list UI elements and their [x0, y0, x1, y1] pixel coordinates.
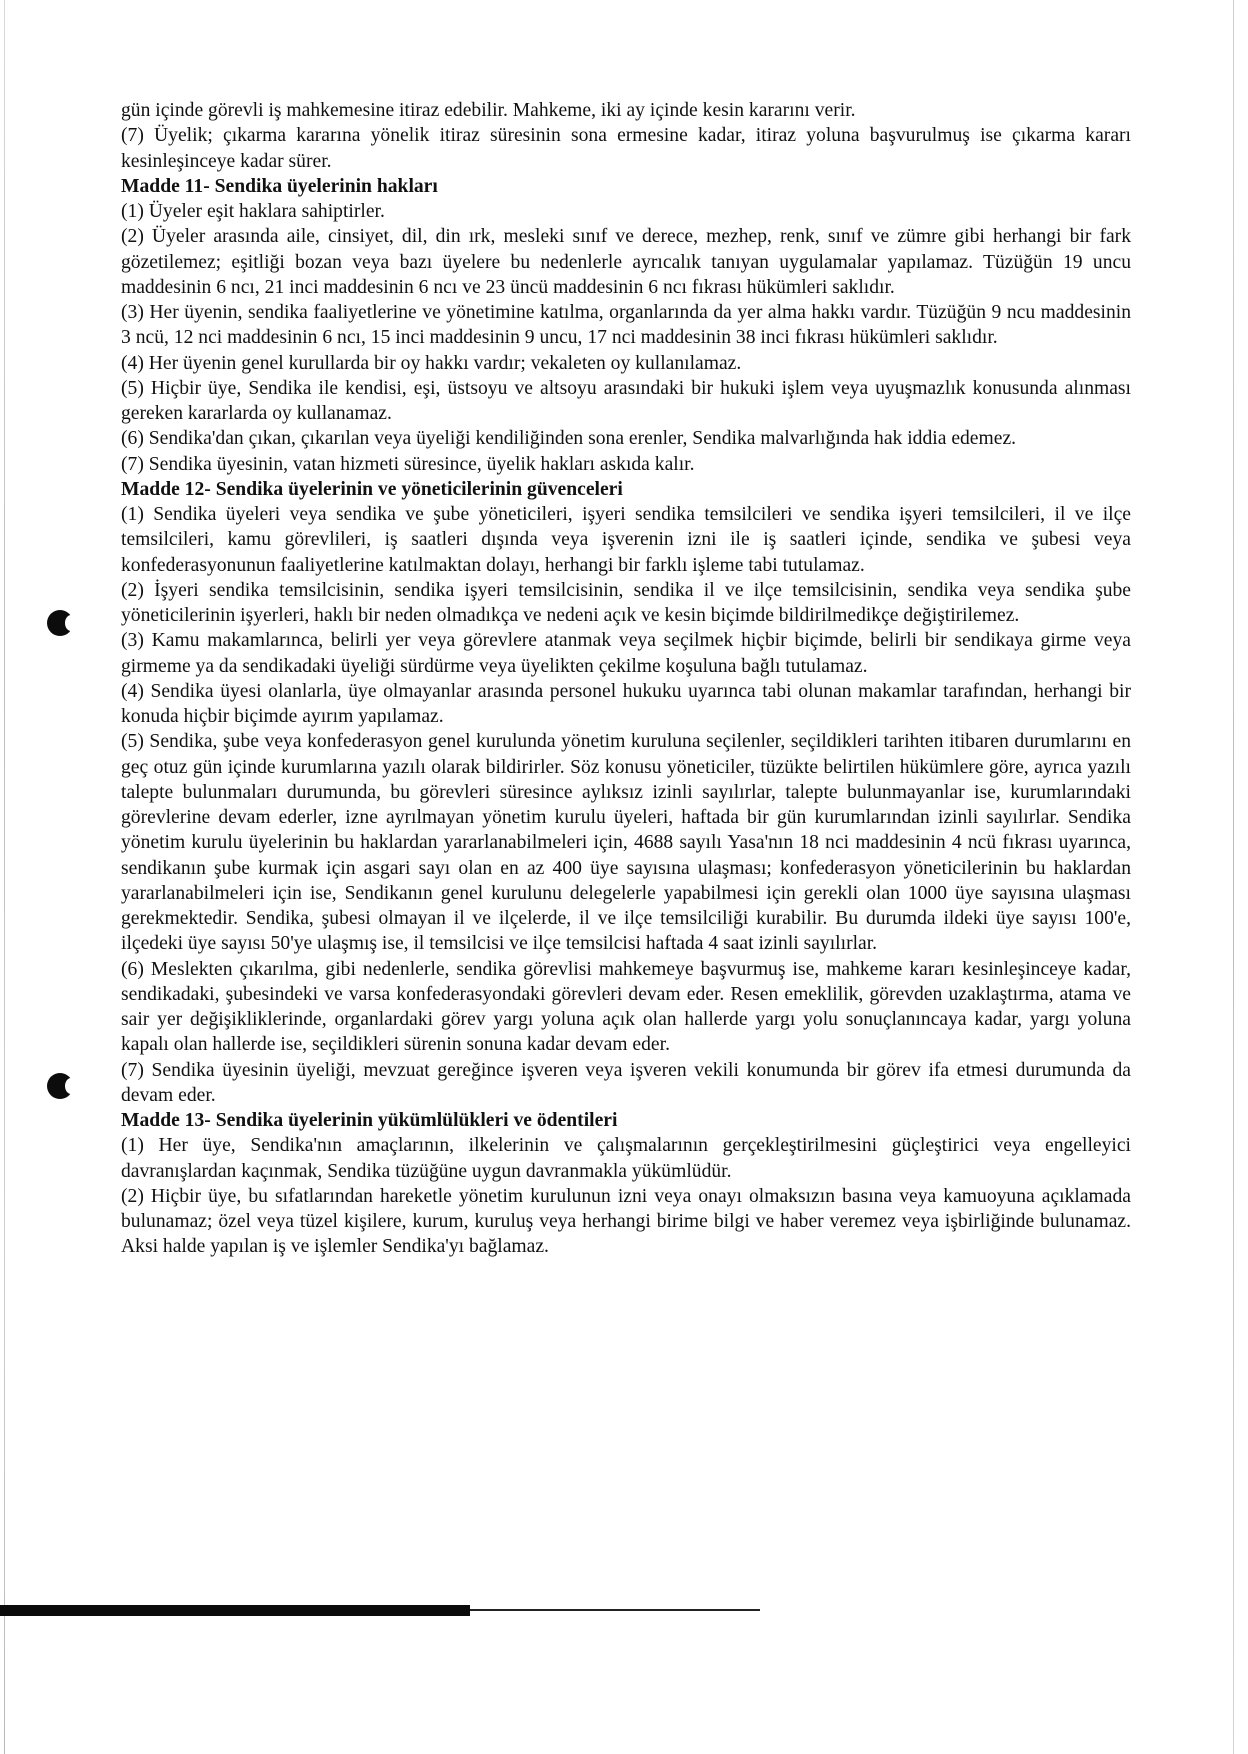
- article-heading: Madde 12- Sendika üyelerinin ve yöneticilerinin güvenceleri: [121, 478, 623, 500]
- paragraph: gün içinde görevli iş mahkemesine itiraz edebilir. Mahkeme, iki ay içinde kesin kararını verir.: [121, 100, 856, 121]
- document-body: [121, 98, 1131, 1260]
- paragraph: (7) Üyelik; çıkarma kararına yönelik itiraz süresinin sona ermesine kadar, itiraz yoluna başvurulmuş ise çıkarma kararı kesinleşinceye kadar sürer.: [121, 125, 1131, 172]
- paragraph: (1) Sendika üyeleri veya sendika ve şube yöneticileri, işyeri sendika temsilcileri ve sendika işyeri temsilcileri, il ve ilçe temsilcileri, kamu görevlileri, iş saatleri dışında veya işverenin izni ile iş saatleri içinde, sendika ve şubesi veya konfederasyonunun faaliyetlerine katılmaktan dolayı, herhangi bir farklı işleme tabi tutulamaz.: [121, 504, 1131, 576]
- punch-hole-mark: [47, 1073, 73, 1099]
- article-heading: Madde 11- Sendika üyelerinin hakları: [121, 175, 438, 197]
- scan-rule-line: [470, 1609, 760, 1611]
- scan-edge-right: [1233, 0, 1234, 1754]
- paragraph: (3) Kamu makamlarınca, belirli yer veya görevlere atanmak veya seçilmek hiçbir biçimde, belirli bir sendikaya girme veya girmeme ya da sendikadaki üyeliği sürdürme veya üyelikten çekilme koşuluna bağlı tutulamaz.: [121, 630, 1131, 677]
- punch-hole-mark: [47, 610, 73, 636]
- paragraph: (7) Sendika üyesinin, vatan hizmeti süresince, üyelik hakları askıda kalır.: [121, 453, 695, 475]
- paragraph: (1) Her üye, Sendika'nın amaçlarının, ilkelerinin ve çalışmalarının gerçekleştirilmesini güçleştirici veya engelleyici davranışlardan kaçınmak, Sendika tüzüğüne uygun davranmakla yükümlüdür.: [121, 1135, 1131, 1182]
- scan-edge-left: [4, 0, 5, 1754]
- article-heading: Madde 13- Sendika üyelerinin yükümlülükleri ve ödentileri: [121, 1110, 618, 1131]
- scan-black-bar: [0, 1605, 470, 1616]
- paragraph: (1) Üyeler eşit haklara sahiptirler.: [121, 201, 385, 222]
- paragraph: (3) Her üyenin, sendika faaliyetlerine ve yönetimine katılma, organlarında da yer alma hakkı vardır. Tüzüğün 9 ncu maddesinin 3 ncü, 12 nci maddesinin 6 ncı, 15 inci maddesinin 9 uncu, 17 nci maddesinin 38 inci fıkrası hükümleri saklıdır.: [121, 302, 1131, 349]
- paragraph: (7) Sendika üyesinin üyeliği, mevzuat gereğince işveren veya işveren vekili konumunda bir görev ifa etmesi durumunda da devam eder.: [121, 1059, 1131, 1106]
- paragraph: (6) Sendika'dan çıkan, çıkarılan veya üyeliği kendiliğinden sona erenler, Sendika malvarlığında hak iddia edemez.: [121, 428, 1017, 450]
- paragraph: (2) Hiçbir üye, bu sıfatlarından hareketle yönetim kurulunun izni veya onayı olmaksızın basına veya kamuoyuna açıklamada bulunamaz; özel veya tüzel kişilere, kurum, kuruluş veya herhangi birime bilgi ve haber veremez veya işbirliğinde bulunamaz. Aksi halde yapılan iş ve işlemler Sendika'yı bağlamaz.: [121, 1185, 1131, 1258]
- paragraph: (4) Sendika üyesi olanlarla, üye olmayanlar arasında personel hukuku uyarınca tabi olunan makamlar tarafından, herhangi bir konuda hiçbir biçimde ayırım yapılamaz.: [121, 680, 1131, 727]
- paragraph: (6) Meslekten çıkarılma, gibi nedenlerle, sendika görevlisi mahkemeye başvurmuş ise, mahkeme kararı kesinleşinceye kadar, sendikadaki, şubesindeki ve varsa konfederasyondaki görevleri devam eder. Resen emeklilik, görevden uzaklaştırma, atama ve sair yer değişikliklerinde, organlardaki görev yargı yoluna açık olan hallerde yargı yolu sonuçlanıncaya kadar, yargı yoluna kapalı olan hallerde ise, seçildikleri sürenin sonuna kadar devam eder.: [121, 958, 1131, 1056]
- paragraph: (5) Hiçbir üye, Sendika ile kendisi, eşi, üstsoyu ve altsoyu arasındaki bir hukuki işlem veya uyuşmazlık konusunda alınması gereken kararlarda oy kullanamaz.: [121, 377, 1131, 424]
- paragraph: (4) Her üyenin genel kurullarda bir oy hakkı vardır; vekaleten oy kullanılamaz.: [121, 352, 742, 374]
- paragraph: (5) Sendika, şube veya konfederasyon genel kurulunda yönetim kuruluna seçilenler, seçildikleri tarihten itibaren durumlarını en geç otuz gün içinde kurumlarına yazılı olarak bildirirler. Söz konusu yöneticiler, tüzükte belirtilen hükümlere göre, ayrıca yazılı talepte bulunmaları durumunda, bu görevleri süresince aylıksız izinli sayılırlar, talepte bulunmayanlar ise, kurumlarındaki görevlerine devam ederler, izne ayrılmayan yönetim kurulu üyeleri, haftada bir gün kurumlarından izinli sayılırlar. Sendika yönetim kurulu üyelerinin bu haklardan yararlanabilmeleri için, 4688 sayılı Yasa'nın 18 nci maddesinin 4 ncü fıkrası uyarınca, sendikanın şube kurmak için asgari sayı olan en az 400 üye sayısına ulaşması; konfederasyon yöneticilerinin bu haklardan yararlanabilmeleri için ise, Sendikanın genel kurulunu delegelerle yapabilmesi için gerekli olan 1000 üye sayısına ulaşması gerekmektedir. Sendika, şubesi olmayan il ve ilçelerde, il ve ilçe temsilciliği kurabilir. Bu durumda ildeki üye sayısı 100'e, ilçedeki üye sayısı 50'ye ulaşmış ise, il temsilcisi ve ilçe temsilcisi haftada 4 saat izinli sayılırlar.: [121, 731, 1131, 955]
- paragraph: (2) İşyeri sendika temsilcisinin, sendika işyeri temsilcisinin, sendika il ve ilçe temsilcisinin, sendika veya sendika şube yöneticilerinin işyerleri, haklı bir neden olmadıkça ve nedeni açık ve kesin biçimde bildirilmedikçe değiştirilemez.: [121, 579, 1131, 626]
- paragraph: (2) Üyeler arasında aile, cinsiyet, dil, din ırk, mesleki sınıf ve derece, mezhep, renk, sınıf ve zümre gibi herhangi bir fark gözetilemez; eşitliği bozan veya bazı üyelere bu nedenlerle ayrıcalık tanıyan uygulamalar yapılamaz. Tüzüğün 19 uncu maddesinin 6 ncı, 21 inci maddesinin 6 ncı ve 23 üncü maddesinin 6 ncı fıkrası hükümleri saklıdır.: [121, 226, 1131, 298]
